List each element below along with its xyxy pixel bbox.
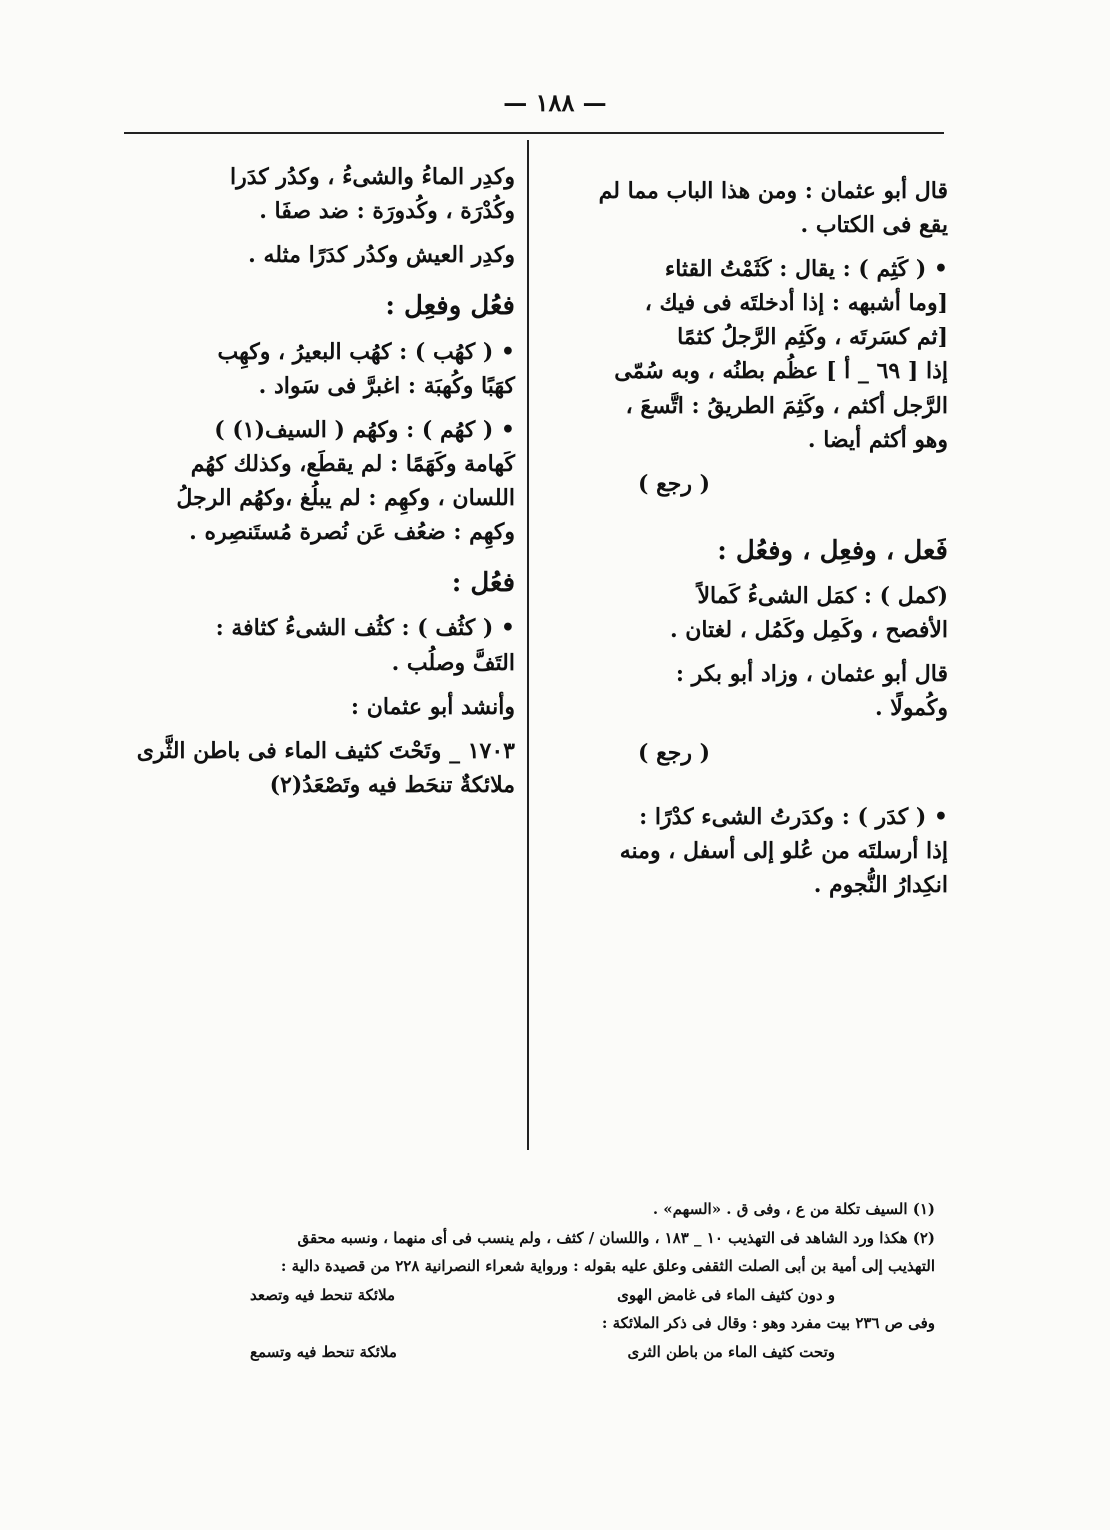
text-line: قال أبو عثمان : ومن هذا الباب مما لم	[598, 178, 948, 204]
paragraph	[548, 800, 948, 902]
text-line: يقع فى الكتاب .	[800, 212, 948, 239]
paragraph	[110, 335, 515, 403]
text-line: وأنشد أبو عثمان :	[350, 693, 515, 720]
text-line: كَهامة وكَهَمًا : لم يقطَع، وكذلك كهُم	[190, 450, 515, 477]
paragraph	[110, 734, 515, 802]
column-divider	[527, 140, 529, 1150]
paragraph	[548, 174, 948, 242]
text-line: الرَّجل أكثم ، وكَثِمَ الطريقُ : اتَّسعَ ،	[625, 392, 948, 419]
text-line: وهو أكثم أيضا .	[807, 426, 948, 453]
text-line: اللسان ، وكهِم : لم يبلُغ ،وكهُم الرجلُ	[176, 484, 515, 511]
verse-2-second-hemistich: ملائكة تنحط فيه وتسمع	[250, 1342, 397, 1361]
text-line: كهَبًا وكُهبَة : اغبرَّ فى سَواد .	[258, 372, 515, 399]
footnote-verse-1	[120, 1281, 935, 1310]
verse-2-first-hemistich: وتحت كثيف الماء من باطن الثرى	[627, 1342, 835, 1361]
section-heading: فَعل ، وفعِل ، وفعُل :	[717, 535, 948, 566]
text-line: • ( كَثِم ) : يقال : كَثَمْتُ القثاء	[664, 256, 948, 283]
header-rule	[124, 132, 944, 134]
return-marker: ( رجع )	[638, 739, 711, 766]
text-line: إذا أرسلتَه من عُلو إلى أسفل ، ومنه	[619, 837, 948, 864]
paragraph	[110, 690, 515, 724]
text-line: وكهِم : ضعُف عَن نُصرة مُستَنصِره .	[189, 519, 515, 546]
text-line: (كمل ) : كمَل الشىءُ كَمالاً	[697, 583, 948, 610]
text-line: ملائكةٌ تنحَط فيه وتَصْعَدُ(٢)	[269, 771, 515, 798]
text-line: وكدِر الماءُ والشىءُ ، وكدُر كدَرا	[229, 164, 515, 190]
return-marker: ( رجع )	[638, 470, 711, 497]
paragraph	[548, 657, 948, 725]
text-line: ١٧٠٣ _ وتَحْتَ كثيف الماء فى باطن الثَّرى	[136, 737, 515, 764]
verse-1-second-hemistich: ملائكة تنحط فيه وتصعد	[250, 1285, 396, 1304]
text-line: قال أبو عثمان ، وزاد أبو بكر :	[675, 661, 948, 688]
text-line: الأفصح ، وكَمِل وكَمُل ، لغتان .	[669, 617, 948, 644]
text-line: • ( كهُب ) : كهُب البعيرُ ، وكهِب	[217, 338, 515, 365]
footnotes	[120, 1195, 935, 1366]
footnote-note: وفى ص ٢٣٦ بيت مفرد وهو : وقال فى ذكر الملائكة :	[601, 1314, 935, 1332]
left-column	[110, 160, 515, 812]
footnote-1: (١) السيف تكلة من ع ، وفى ق . «السهم» .	[652, 1200, 935, 1218]
text-line: [ثم كسَرتَه ، وكَثِم الرَّجلُ كثمًا	[677, 324, 948, 351]
text-line: إذا [ ٦٩ _ أ ] عظُم بطنُه ، وبه سُمّى	[614, 358, 948, 385]
section-heading: فعُل وفعِل :	[385, 291, 515, 322]
section-heading: فعُل :	[451, 568, 515, 599]
footnote-verse-2	[120, 1338, 935, 1367]
text-line: • ( كهُم ) : وكهُم ( السيف(١) )	[214, 416, 515, 443]
paragraph	[110, 413, 515, 549]
text-line: التَفَّ وصلُب .	[391, 649, 515, 676]
paragraph	[548, 579, 948, 647]
text-line: [وما أشبهه : إذا أدخلتَه فى فيك ،	[644, 290, 948, 317]
text-line: • ( كدَر ) : وكدَرتُ الشىء كدْرًا :	[639, 803, 948, 830]
paragraph	[110, 160, 515, 228]
verse-1-first-hemistich: و دون كثيف الماء فى غامض الهوى	[617, 1285, 835, 1304]
page-number: — ١٨٨ —	[503, 88, 607, 117]
paragraph	[548, 252, 948, 457]
text-line: وكُمولًا .	[874, 695, 948, 722]
paragraph	[110, 611, 515, 679]
footnote-2-line-2: التهذيب إلى أمية بن أبى الصلت الثقفى وعلق عليه بقوله : ورواية شعراء النصرانية ٢٢٨ من قصيدة دالية :	[280, 1257, 935, 1275]
text-line: وكُدْرَة ، وكُدورَة : ضد صفَا .	[259, 198, 515, 225]
text-line: • ( كثُف ) : كثُف الشىءُ كثافة :	[215, 615, 515, 642]
paragraph	[110, 238, 515, 272]
text-line: وكدِر العيش وكدُر كدَرًا مثله .	[248, 242, 515, 269]
right-column	[548, 174, 948, 912]
text-line: انكِدارُ النُّجوم .	[813, 871, 948, 898]
footnote-2-line-1: (٢) هكذا ورد الشاهد فى التهذيب ١٠ _ ١٨٣ ، واللسان / كثف ، ولم ينسب فى أى منهما ، ونسبه محقق	[297, 1228, 935, 1247]
